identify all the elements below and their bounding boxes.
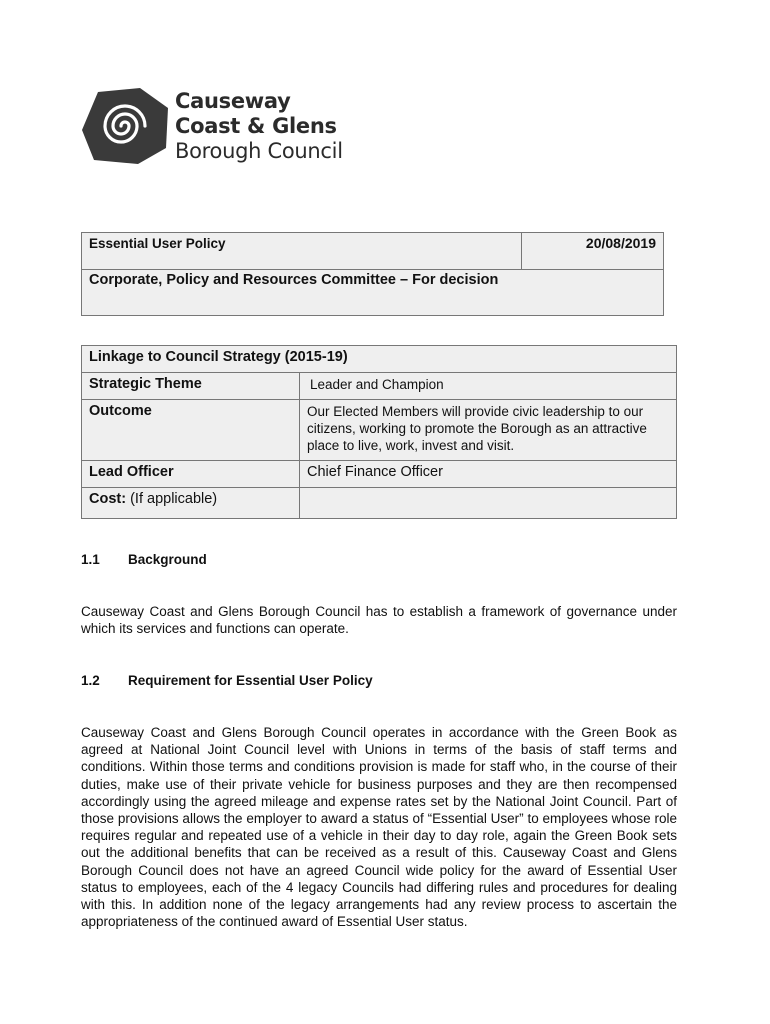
strategic-theme-label: Strategic Theme [82, 373, 300, 400]
table-row [82, 400, 677, 461]
lead-officer-value: Chief Finance Officer [300, 461, 677, 488]
logo-line-3: Borough Council [175, 139, 343, 163]
table-row [82, 488, 677, 519]
cost-label: Cost: [89, 491, 127, 507]
committee-label: Corporate, Policy and Resources Committee – For decision [82, 270, 664, 316]
table-row [82, 461, 677, 488]
section-heading-requirement [81, 673, 373, 688]
lead-officer-label: Lead Officer [82, 461, 300, 488]
section-number: 1.1 [81, 552, 100, 567]
council-logo [80, 86, 350, 166]
requirement-paragraph: Causeway Coast and Glens Borough Council operates in accordance with the Green Book as agreed at National Joint Council level with Unions in terms of the basis of staff terms and conditions. Within those terms and conditions provision is made for staff who, in the course of their duties, make use of their private vehicle for business purposes and they are then recompensed accordingly using the agreed mileage and expense rates set by the National Joint Council. Part of those provisions allows the employer to award a status of “Essential User” to employees whose role requires regular and repeated use of a vehicle in their day to day role, again the Green Book sets out the additional benefits that can be received as a result of this. Causeway Coast and Glens Borough Council does not have an agreed Council wide policy for the award of Essential User status to employees, each of the 4 legacy Councils had differing rules and procedures for dealing with this. In addition none of the legacy arrangements had any review process to ascertain the appropriateness of the continued award of Essential User status. [81, 725, 677, 930]
table-row [82, 373, 677, 400]
report-header-table [81, 232, 664, 316]
strategic-theme-value: Leader and Champion [300, 373, 677, 400]
outcome-label: Outcome [82, 400, 300, 461]
section-title: Background [128, 552, 207, 567]
cost-value [300, 488, 677, 519]
report-date: 20/08/2019 [522, 233, 664, 270]
section-title: Requirement for Essential User Policy [128, 673, 373, 688]
logo-line-2: Coast & Glens [175, 114, 337, 138]
section-number: 1.2 [81, 673, 100, 688]
strategy-heading: Linkage to Council Strategy (2015-19) [82, 346, 677, 373]
spiral-emblem-icon [80, 86, 170, 166]
section-heading-background [81, 552, 207, 567]
background-paragraph: Causeway Coast and Glens Borough Council has to establish a framework of governance under which its services and functions can operate. [81, 604, 677, 637]
logo-line-1: Causeway [175, 89, 291, 113]
report-title: Essential User Policy [82, 233, 522, 270]
strategy-linkage-table [81, 345, 677, 519]
cost-label-cell [82, 488, 300, 519]
outcome-value: Our Elected Members will provide civic leadership to our citizens, working to promote the Borough as an attractive place to live, work, invest and visit. [300, 400, 677, 461]
cost-note: (If applicable) [130, 491, 218, 507]
